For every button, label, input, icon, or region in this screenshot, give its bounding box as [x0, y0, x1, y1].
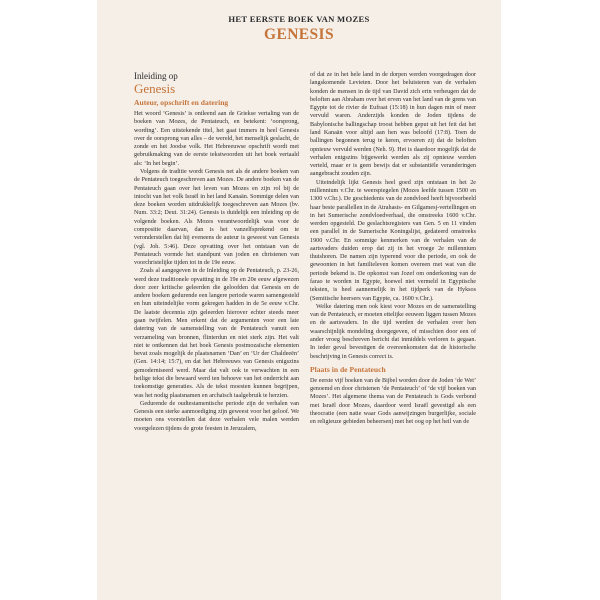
paragraph: Volgens de traditie wordt Genesis net als de andere boeken van de Pentateuch toegeschreven aan Mozes. De andere boeken van de Pentateuch gaan over het leven van Mozes en zijn rol bij de intocht van het volk Israël in het land Kanaän. Sommige delen van deze boeken worden uitdrukkelijk toegeschreven aan Mozes (bv. Num. 33:2; Deut. 31:24). Genesis is duidelijk een inleiding op de volgende boeken. Als Mozes verantwoordelijk was voor de compositie daarvan, dan is het vanzelfsprekend om te veronderstellen dat hij eveneens de auteur is geweest van Genesis (vgl. Joh. 5:46). Deze opvatting over het ontstaan van de Pentateuch vormde het standpunt van joden en christenen van voorchristelijke tijden tot in de 19e eeuw.	[134, 168, 299, 267]
left-column	[134, 71, 299, 433]
paragraph: Zoals al aangegeven in de Inleiding op de Pentateuch, p. 23-26, werd deze traditionele opvatting in de 19e en 20e eeuw afgewezen door zeer kritische geleerden die geloofden dat Genesis en de andere boeken gedurende een langere periode waren samengesteld en hun uiteindelijke vorm gekregen hadden in de 5e eeuw v.Chr. De laatste decennia zijn geleerden hierover echter steeds meer gaan twijfelen. Men erkent dat de argumenten voor een late datering van de samenstelling van de Pentateuch vanuit een verzameling van bronnen, flinterdun en niet sterk zijn. Het valt niet te ontkennen dat het boek Genesis postmozaïsche elementen bevat zoals mogelijk de plaatsnamen ‘Dan’ en ‘Ur der Chaldeeën’ (Gen. 14:14; 15:7), en dat het Hebreeuws van Genesis enigszins gemoderniseerd werd. Maar dat valt ook te verwachten in een heilige tekst die bewaard werd ten behoeve van het onderricht aan toekomstige generaties. Als de tekst moesten kunnen begrijpen, was het nodig plaatsnamen en archaïsch taalgebruik te herzien.	[134, 268, 299, 399]
book-title: GENESIS	[264, 26, 334, 43]
section-heading-author: Auteur, opschrift en datering	[134, 98, 229, 107]
intro-label: Inleiding op	[134, 71, 178, 81]
paragraph: De eerste vijf boeken van de Bijbel worden door de Joden ‘de Wet’ genoemd en door christenen ‘de Pentateuch’ of ‘de vijf boeken van Mozes’. Het algemene thema van de Pentateuch is Gods verbond met Israël door Mozes, daardoor werd Israël gevestigd als een theocratie (een natie waar Gods aanwijzingen burgerlijke, sociale en religieuze gebieden beheersen) met het oog op het heil van de	[310, 377, 476, 426]
paragraph: Uiteindelijk lijkt Genesis heel goed zijn ontstaan in het 2e millennium v.Chr. te weerspiegelen (Mozes leefde tussen 1500 en 1300 v.Chr.). De geschiedenis van de zondvloed heeft bijvoorbeeld haar beste parallellen in de Atrahasis- en Gilgamesj-vertellingen en in het Sumerische zondvloedverhaal, die omstreeks 1600 v.Chr. werden opgesteld. De geslachtsregisters van Gen. 5 en 11 vinden een parallel in de Sumerische Koningslijst, gedateerd omstreeks 1900 v.Chr. En sommige kenmerken van de verhalen van de aartsvaders duiden erop dat zij in het vroege 2e millennium thuishoren. De namen zijn typerend voor die periode, en ook de gewoonten in het familieleven komen overeen met wat van die periode bekend is. De opkomst van Jozef om onderkoning van de farao te worden in Egypte, hoewel niet vermeld in Egyptische teksten, is heel aannemelijk in het tijdperk van de Hyksos (Semitische heersers van Egypte, ca. 1600 v.Chr.).	[310, 179, 476, 302]
paragraph: Gedurende de oudtestamentische periode zijn de verhalen van Genesis een sterke aanmoediging zijn geweest voor het geloof. We moeten ons voorstellen dat deze verhalen vele malen werden voorgelezen tijdens de grote feesten in Jeruzalem,	[134, 400, 299, 432]
paragraph: Het woord ‘Genesis’ is ontleend aan de Griekse vertaling van de boeken van Mozes, de Pentateuch, en betekent: ‘oorsprong, wording’. Een uitstekende titel, het gaat immers in heel Genesis over de oorsprong van alles – de wereld, het menselijk geslacht, de zonde en het Joodse volk. Het Hebreeuwse opschrift wordt met gebruikmaking van de eerste tekstwoorden uit het boek vertaald als: ‘In het begin’.	[134, 111, 299, 167]
book-label: HET EERSTE BOEK VAN MOZES	[228, 14, 370, 24]
paragraph: Welke datering men ook kiest voor Mozes en de samenstelling van de Pentateuch, er moeten ettelijke eeuwen liggen tussen Mozes en de aartsvaders. In die tijd werden de verhalen over hen waarschijnlijk mondeling doorgegeven, of misschien door een of ander vroeg beschreven bericht dat inmiddels verloren is gegaan. In ieder geval bevestigen de overeenkomsten dat de historische beschrijving in Genesis correct is.	[310, 303, 476, 360]
intro-title: Genesis	[134, 81, 176, 96]
paragraph: of dat ze in het hele land in de dorpen werden voorgedragen door langskomende Levieten. Door het beluisteren van de verhalen konden de mensen in de tijd van David zich erin verheugen dat de beloften aan Abraham over het erven van het land van de grens van Egypte tot de rivier de Eufraat (15:18) in hun dagen min of meer vervuld waren. Anderzijds konden de Joden tijdens de Babylonische ballingschap troost hebben geput uit het feit dat het land Kanaän voor altijd aan hen was beloofd (17:8). Toen de ballingen begonnen terug te keren, ervoeren zij dat de beloften opnieuw vervuld werden (Neh. 9). Het is daardoor mogelijk dat de verhalen enigszins bijgewerkt werden als zij opnieuw werden verteld, maar er is geen bewijs dat er substantiële veranderingen aangebracht zouden zijn.	[310, 72, 476, 178]
right-column	[310, 71, 476, 427]
bible-page	[97, 0, 501, 600]
section-heading-pentateuch: Plaats in de Pentateuch	[310, 364, 386, 374]
